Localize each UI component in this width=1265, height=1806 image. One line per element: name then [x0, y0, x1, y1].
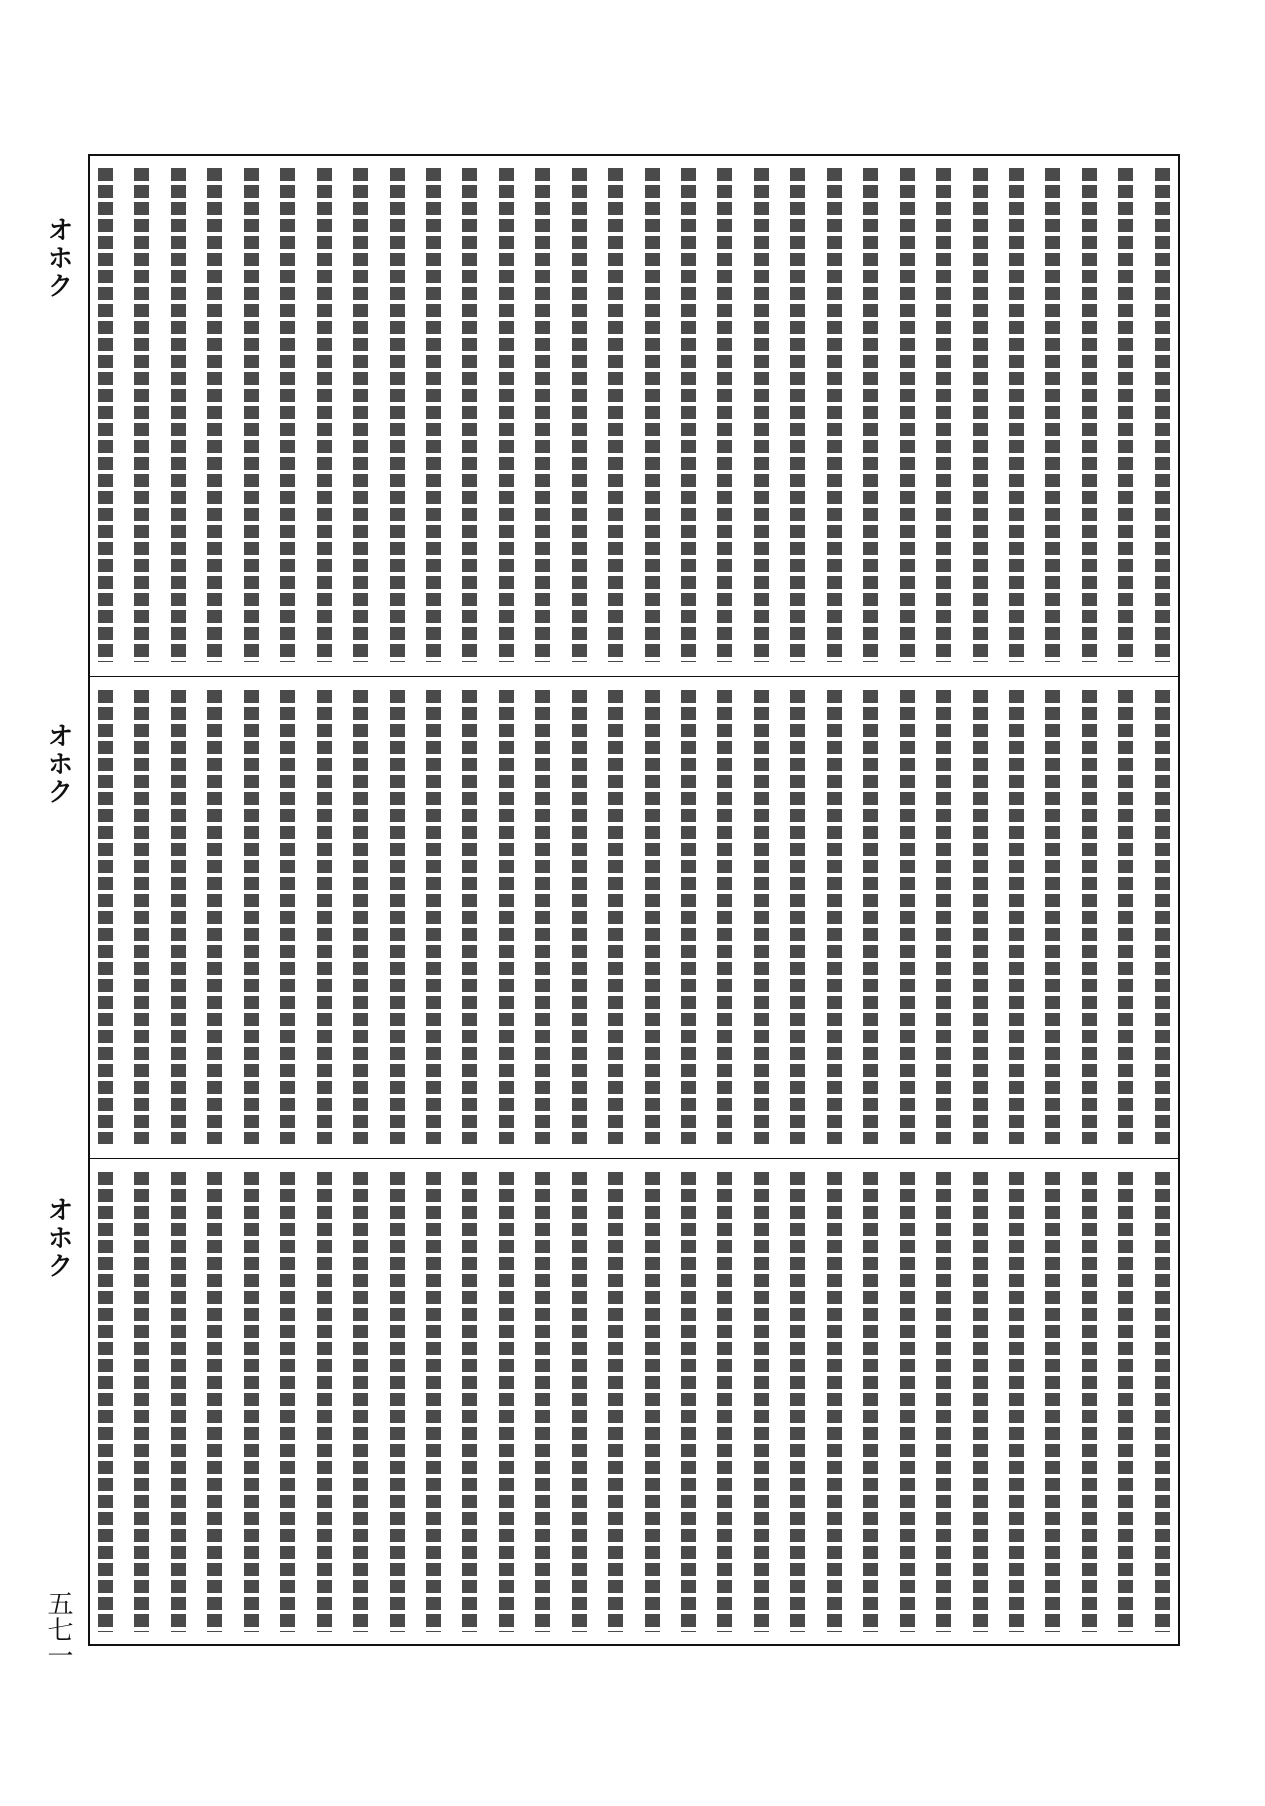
page-number: 五七一	[43, 1590, 73, 1668]
margin-title: オホク	[43, 722, 73, 806]
dictionary-section	[88, 1158, 1180, 1646]
dictionary-section	[88, 154, 1180, 676]
margin-title: オホク	[43, 1196, 73, 1280]
margin-title: オホク	[43, 216, 73, 300]
dictionary-section	[88, 676, 1180, 1158]
text-columns	[98, 690, 1170, 1144]
text-columns	[98, 168, 1170, 662]
text-columns	[98, 1172, 1170, 1632]
